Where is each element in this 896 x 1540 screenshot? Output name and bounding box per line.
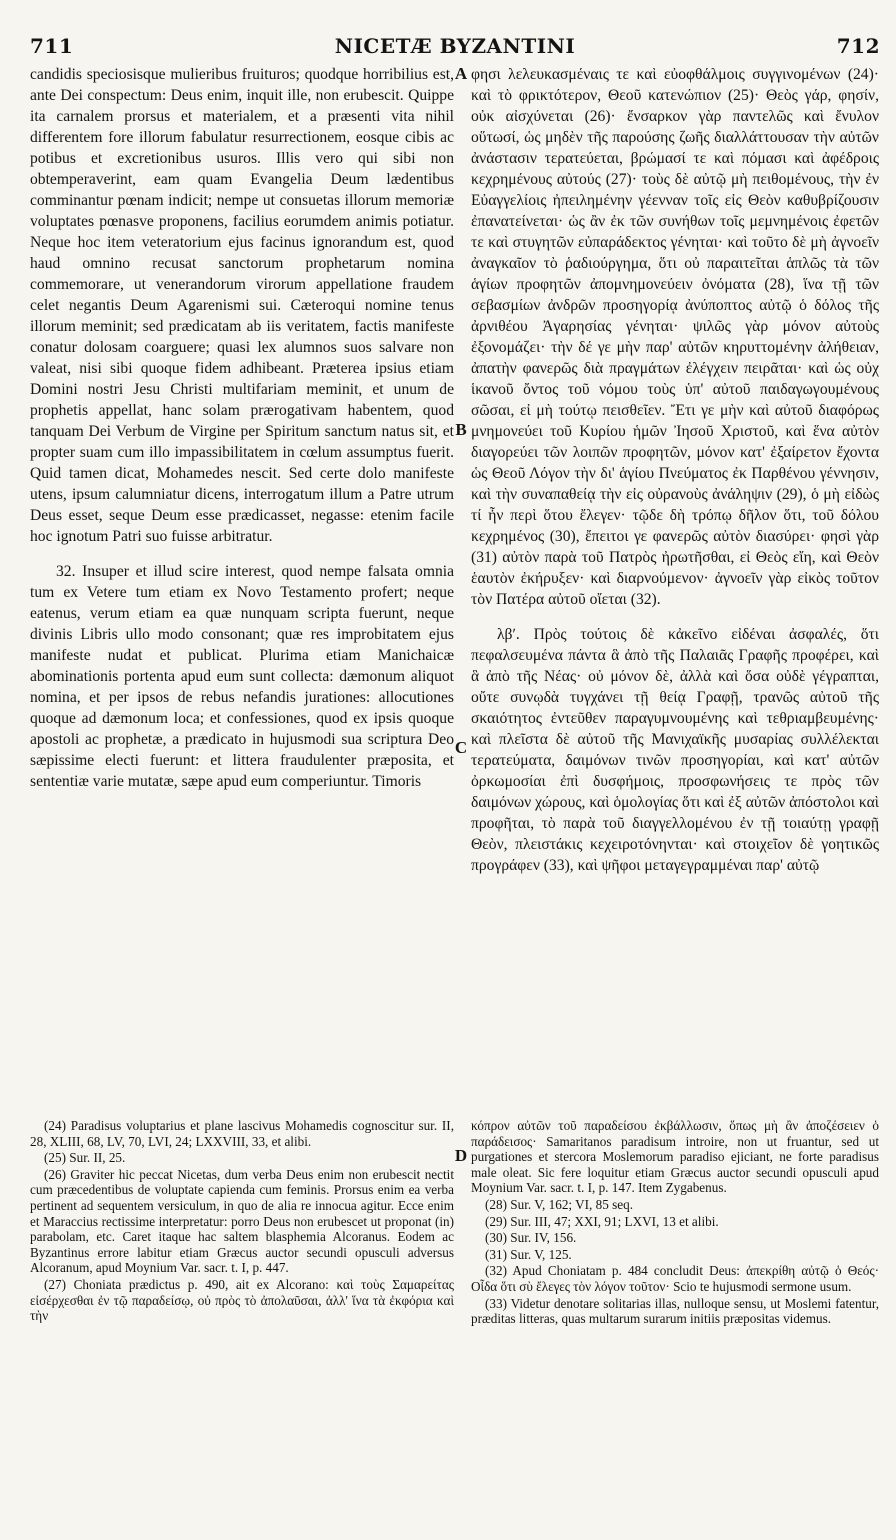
footnote: (31) Sur. V, 125. xyxy=(485,1246,572,1262)
footnote: (25) Sur. II, 25. xyxy=(44,1150,126,1166)
footnote: (30) Sur. IV, 156. xyxy=(485,1230,577,1246)
greek-column xyxy=(471,64,879,876)
footnote: (32) Apud Choniatam p. 484 concludit Deus: ἀπεκρίθη αὐτῷ ὁ Θεός· Οἶδα ὅτι σὺ ἔλεγες τὸν λόγον τοῦτον· Scio te hujusmodi sermone usum. xyxy=(471,1263,879,1294)
margin-marker-a: A xyxy=(454,64,468,83)
margin-marker-c: C xyxy=(454,738,468,757)
footnote: (28) Sur. V, 162; VI, 85 seq. xyxy=(485,1196,634,1212)
footnote: (24) Paradisus voluptarius et plane lascivus Mohamedis cognoscitur sur. II, 28, XLIII, 68, LV, 70, LVI, 24; LXXVIII, 33, et alibi. xyxy=(30,1118,454,1149)
running-title: NICETÆ BYZANTINI xyxy=(334,34,576,58)
footnote: (26) Graviter hic peccat Nicetas, dum verba Deus enim non erubescit nectit cum præcedentibus de voluptate capienda cum feminis. Prorsus enim ea verba pertinent ad sequentem versiculum, in quo de alia re innocua agitur. Ecce enim et Maraccius rectissime interpretatur: porro Deus non erubescet ut proponat (in) parabolam, etc. Caret itaque hac saltem blasphemia Alcoranus. Eodem ac Byzantinus errore labitur etiam Græcus auctor secundi opusculi adversus Alcoranum, apud Moynium Var. sacr. t. I, p. 447. xyxy=(30,1166,454,1276)
page-number-left: 711 xyxy=(30,34,74,58)
greek-section-32: λβʹ. Πρὸς τούτοις δὲ κἀκεῖνο εἰδέναι ἀσφαλές, ὅτι πεφαλσευμένα πάντα ἃ ἀπὸ τῆς Παλαιᾶς Γραφῆς προφέρει, καὶ ἃ ἀπὸ τῆς Νέας· οὐ μόνον δὲ, ἀλλὰ καὶ ὅσα οὐδὲ γέγραπται, οὔτε συνῳδὰ τυγχάνει τῇ θείᾳ Γραφῇ, τρανῶς αὐτοῦ τῆς σκαιότητος ἐντεῦθεν παραγυμνουμένης καὶ τεθριαμβευμένης· καὶ πλεῖστα δὲ αὐτοῦ τῆς Μανιχαϊκῆς μυσαρίας συλλέλεκται τερατεύματα, δαιμόνων τινῶν προσηγορίαι, καὶ κατ' αὐτῶν ὀρκωμοσίαι ἐπὶ δυσφήμοις, προσφωνήσεις τε πρὸς τῶν δαιμόνων χώρους, καὶ ὁμολογίας ὅτι καὶ ἐξ αὐτῶν ἀπόστολοι καὶ προφῆται, τὸ παρὰ τοῦ διαγγελλομένου ἐν τῇ τοιαύτῃ γραφῇ Θεὸν, πλειστάκις κεχειροτόνηνται· καὶ στοιχεῖον δὲ γοητικῶς προγράφεν (33), καὶ ψῆφοι μεταγεγραμμέναι παρ' αὐτῷ xyxy=(471,626,879,874)
footnote: (29) Sur. III, 47; XXI, 91; LXVI, 13 et alibi. xyxy=(485,1213,719,1229)
footnote: (27) Choniata prædictus p. 490, ait ex Alcorano: καὶ τοὺς Σαμαρείτας εἰσέρχεσθαι ἐν τῷ παραδείσῳ, οὐ πρὸς τὸ ἀπολαῦσαι, ἀλλ' ἵνα τὰ ἐκφόρια καὶ τὴν xyxy=(30,1276,454,1324)
page-header xyxy=(30,34,880,64)
greek-paragraph: φησι λελευκασμέναις τε καὶ εὐοφθάλμοις συγγινομένων (24)· καὶ τὸ φρικτότερον, Θεοῦ κατενώπιον (25)· Θεὸς γάρ, φησίν, οὐκ αἰσχύνεται (26)· ἔνσαρκον γὰρ παντελῶς καὶ ἔνυλον οὕτωσί, ὡς μηδὲν τῆς παρούσης ζωῆς διαλλάττουσαν τὴν αὐτῶν ἀνάστασιν τερατεύεται, βρώμασί τε καὶ πόμασι καὶ ἀφέδροις κεχρημένους αὐτούς (27)· τοὺς δὲ αὐτῷ μὴ πειθομένους, τὴν ἐν Εὐαγγελίοις ἠπειλημένην γέενναν τοῖς εἰς Θεὸν καθυβρίζουσιν ἐπανατείνεται· ὡς ἂν ἐκ τῶν συνήθων τοῖς μεμνημένοις ἐφετῶν τε καὶ στυγητῶν εὐπαράδεκτος γένηται· καὶ τοῦτο δὲ μὴ ἀγνοεῖν ἀναγκαῖον τὸ ῥαδιούργημα, ὅτι οὐ παραιτεῖται ἁπλῶς τὰ τῶν ἁγίων προφητῶν ἀπομνημονεύειν ὀνόματα (28), ἵνα τῇ τῶν σεβασμίων ἀνδρῶν προσηγορίᾳ ἀνύποπτος αὐτῷ ὁ δόλος τῆς ἀρνιθέου Ἀγαρησίας γένηται· ψιλῶς γὰρ μόνον αὐτοὺς ἐξονομάζει· τὴν δέ γε μὴν παρ' αὐτῶν κηρυττομένην ἀλήθειαν, ἀπατὴν φανερῶς διὰ πραγμάτων ἐλέγχειν πειρᾶται· καὶ ὡς οὐχ ἱκανοῦ ὄντος τοῦ νόμου τοὺς ὑπ' αὐτοῦ παιδαγωγουμένους σῶσαι, εἰ μὴ τούτῳ πεισθεῖεν. Ἔτι γε μὴν καὶ αὐτοῦ διαφόρως μνημονεύει τοῦ Κυρίου ἡμῶν Ἰησοῦ Χριστοῦ, καὶ ἕνα αὐτὸν διαγορεύει τῶν λοιπῶν προφητῶν, μόνον κατ' ἐξαίρετον ἔχοντα ὡς Θεοῦ Λόγον τὴν δι' ἁγίου Πνεύματος ἐκ Παρθένου γέννησιν, καὶ τὴν συναπαθείᾳ τὴν εἰς οὐρανοὺς ἀνάληψιν (29), ὁ μὴ εἰδὼς τί ἦν περὶ ὅτου ἔλεγεν· τῷδε δὴ τρόπῳ δῆλον ὅτι, τοῦ δόλου κεχρημένος (30), ἔπειτοι γε φανερῶς αὐτὸν διασύρει· φησὶ γὰρ (31) αὐτὸν παρὰ τοῦ Πατρὸς ἠρωτῆσθαι, εἰ Θεὸς εἴη, καὶ Θεὸν ἑαυτὸν ἐκήρυξεν· καὶ διαρνούμενον· ἀγνοεῖν γὰρ εἰκὸς τοῦτον τὸν Πατέρα αὐτοῦ οἴεται (32). xyxy=(471,66,879,608)
latin-column xyxy=(30,64,454,792)
latin-section-32: 32. Insuper et illud scire interest, quod nempe falsata omnia tum ex Vetere tum etiam ex Novo Testamento profert; neque eatenus, verum etiam ea quæ nunquam scripta fuerunt, neque divinis Libris ullo modo consonant; quæ res improbitatem ejus manifeste nudat et publicat. Plurima etiam Manichaicæ abominationis portenta apud eum sunt collecta: dæmonum aliquot nomina, et per ipsos de rebus nefandis jurationes: allocutiones quoque ad dæmonum loca; et confessiones, quod ex ipsis quoque apostoli ac prophetæ, a prædicato in hujusmodi sua scriptura Deo sæpissime electi fuerunt: et littera fraudulenter præposita, et sententiæ varie mutatæ, sæpe apud eum comperiuntur. Timoris xyxy=(30,563,454,790)
footnote: (33) Videtur denotare solitarias illas, nulloque sensu, ut Moslemi fatentur, præditas litteras, quas multarum surarum initiis præpositas videmus. xyxy=(471,1295,879,1327)
footnotes-right xyxy=(471,1118,879,1328)
footnote-continuation: κόπρον αὐτῶν τοῦ παραδείσου ἐκβάλλωσιν, ὅπως μὴ ἂν ἀποζέσειεν ὁ παράδεισος· Samaritanos paradisum introire, non ut fruantur, sed ut purgationes et stercora Moslemorum paradiso ejiciant, ne forte paradisus male oleat. Sic fere loquitur etiam Græcus auctor secundi opusculi apud Moynium Var. sacr. t. I, p. 147. Item Zygabenus. xyxy=(471,1118,879,1196)
margin-marker-d: D xyxy=(454,1146,468,1165)
page-number-right: 712 xyxy=(836,34,880,58)
latin-paragraph: candidis speciosisque mulieribus fruituros; quodque horribilius est, ante Dei conspectum: Deus enim, inquit ille, non erubescit. Quippe ita carnalem prorsus et materialem, et a præsenti vita nihil differentem fore illorum fabulatur resurrectionem, eosque cibis ac potibus et excretionibus usuros. Illis vero qui sibi non obtemperaverint, eam quam Evangelia Deum lædentibus comminantur pœnam indicit; nempe ut consuetas illorum memoriæ voluptates pœnasve proponens, facilius eorumdem animis potiatur. Neque hoc item veteratorium ejus facinus ignorandum est, quod haud omnino recusat sanctorum prophetarum nomina commemorare, ut venerandorum virorum appellatione fraudem celet negantis Deum Agarenismi sui. Cæteroqui nomine tenus illorum meminit; sed prædicatam ab iis veritatem, factis manifeste conatur dolosam coarguere; quasi lex alumnos suos salvare non valeat, nisi sibi quoque fidem adhibeant. Præterea ipsius etiam Domini nostri Jesu Christi multifariam meminit, et unum de prophetis appellat, hanc solam prærogativam habentem, quod tanquam Dei Verbum de Virgine per Spiritum sanctum natus sit, et propter suam cum illo impassibilitatem in cœlum assumptus fuerit. Quid tamen dicat, Mohamedes nescit. Sed certe dolo manifeste utens, ipsum calumniatur dicens, interrogatum illum a Patre utrum Deus esset, seque Deum esse prædicasset, negasse: etenim facile hoc ignotum Patri suo fuisse arbitratur. xyxy=(30,66,454,545)
margin-marker-b: B xyxy=(455,420,467,439)
footnotes-left xyxy=(30,1118,454,1325)
